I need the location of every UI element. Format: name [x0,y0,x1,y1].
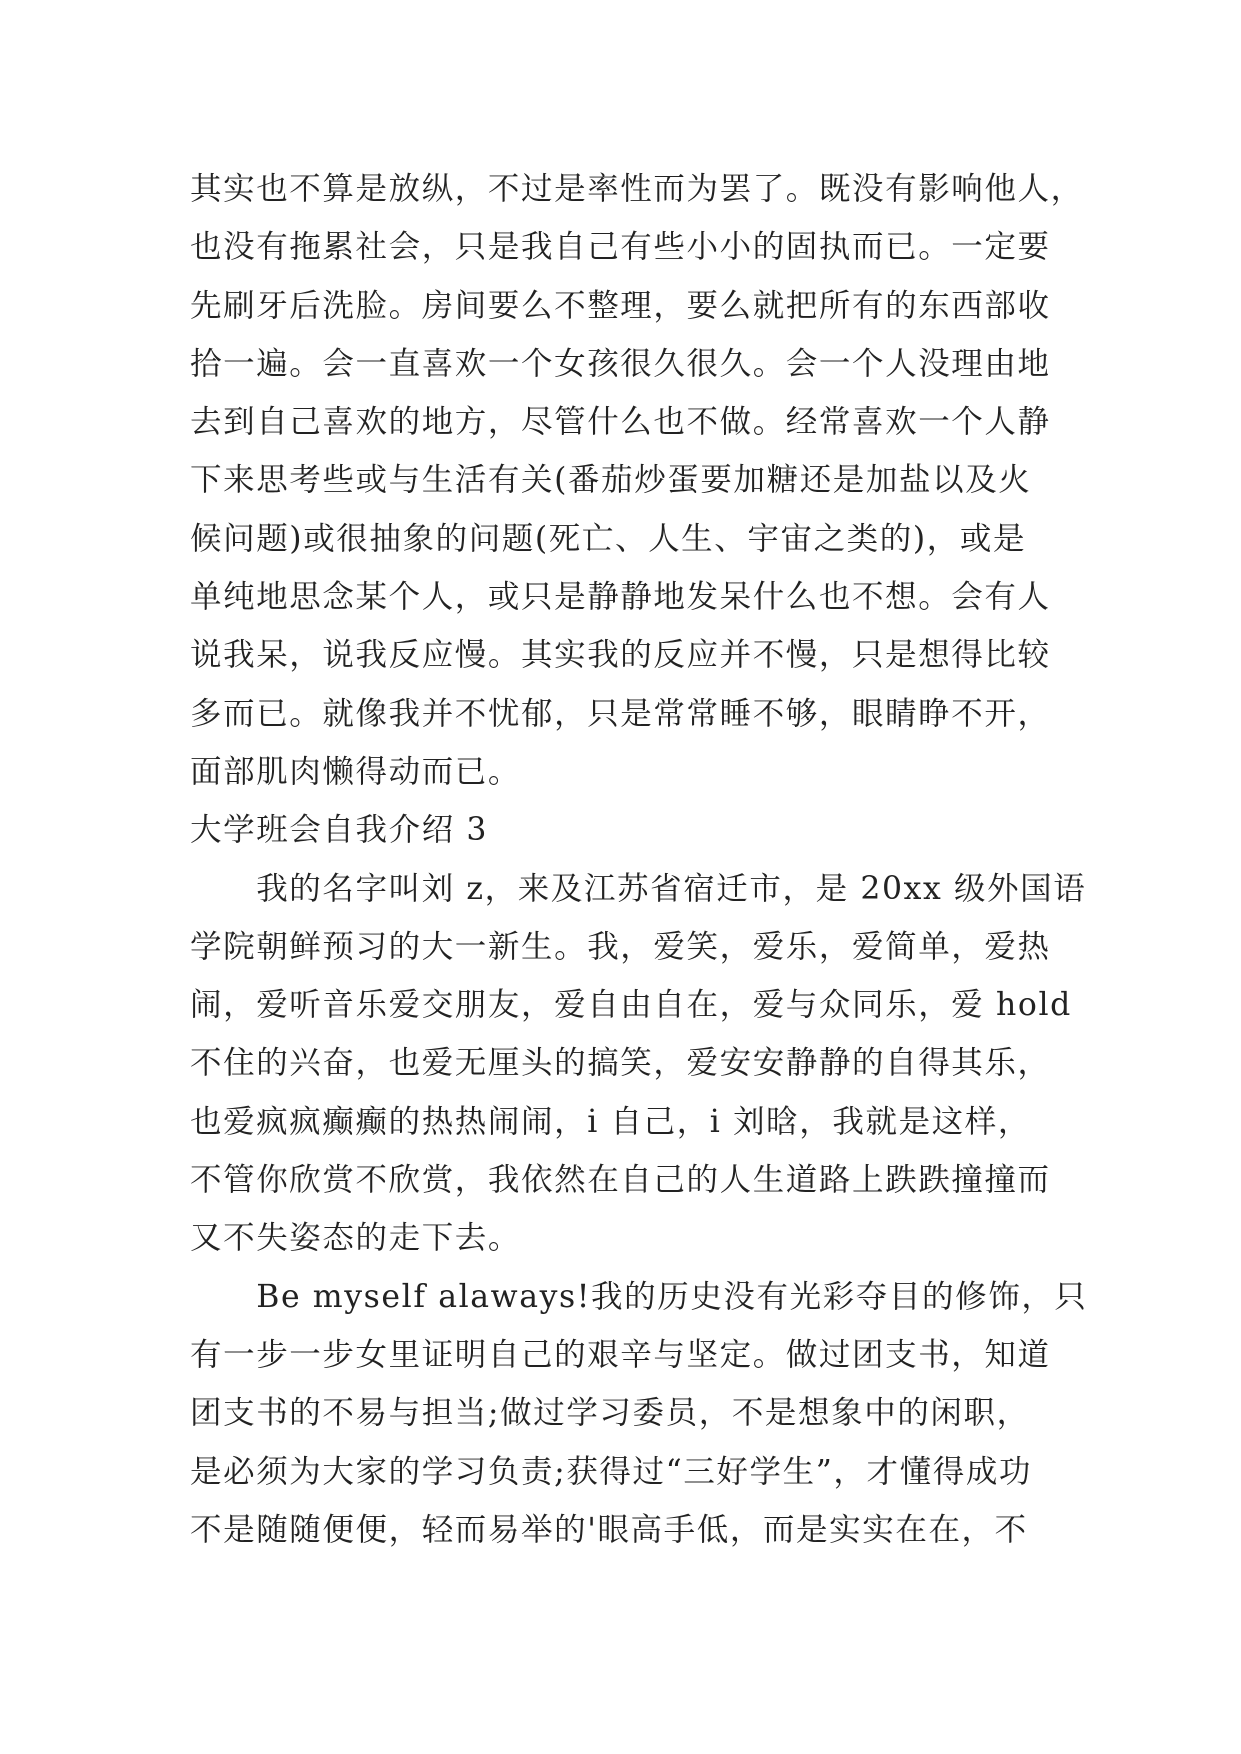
section-heading: 大学班会自我介绍 3 [190,812,489,849]
text-line: 学院朝鲜预习的大一新生。我，爱笑，爱乐，爱简单，爱热 [190,928,1051,965]
text-line: 不是随随便便，轻而易举的'眼高手低，而是实实在在，不 [190,1511,1028,1548]
text-line: 候问题)或很抽象的问题(死亡、人生、宇宙之类的)，或是 [190,520,1027,557]
text-line: 面部肌肉懒得动而已。 [190,753,522,790]
text-line: 拾一遍。会一直喜欢一个女孩很久很久。会一个人没理由地 [190,345,1051,382]
text-line: 多而已。就像我并不忧郁，只是常常睡不够，眼睛睁不开， [190,695,1051,732]
text-line: 下来思考些或与生活有关(番茄炒蛋要加糖还是加盐以及火 [190,462,1032,499]
text-line: 说我呆，说我反应慢。其实我的反应并不慢，只是想得比较 [190,637,1051,674]
text-line: 是必须为大家的学习负责;获得过“三好学生”，才懂得成功 [190,1453,1033,1490]
text-line: 也没有拖累社会，只是我自己有些小小的固执而已。一定要 [190,229,1051,266]
text-line: 又不失姿态的走下去。 [190,1220,522,1257]
text-line: 去到自己喜欢的地方，尽管什么也不做。经常喜欢一个人静 [190,404,1051,441]
document-body [190,160,1088,1559]
text-line: 我的名字叫刘 z，来及江苏省宿迁市，是 20xx 级外国语 [190,870,1087,907]
text-line: 先刷牙后洗脸。房间要么不整理，要么就把所有的东西部收 [190,287,1051,324]
text-line: Be myself alaways!我的历史没有光彩夺目的修饰，只 [190,1278,1088,1315]
text-line: 不住的兴奋，也爱无厘头的搞笑，爱安安静静的自得其乐， [190,1045,1051,1082]
text-line: 其实也不算是放纵，不过是率性而为罢了。既没有影响他人， [190,171,1084,207]
text-line: 闹，爱听音乐爱交朋友，爱自由自在，爱与众同乐，爱 hold [190,987,1072,1024]
text-line: 有一步一步女里证明自己的艰辛与坚定。做过团支书，知道 [190,1336,1051,1373]
text-line: 不管你欣赏不欣赏，我依然在自己的人生道路上跌跌撞撞而 [190,1162,1051,1199]
text-line: 团支书的不易与担当;做过学习委员，不是想象中的闲职， [190,1395,1030,1432]
text-line: 单纯地思念某个人，或只是静静地发呆什么也不想。会有人 [190,579,1051,616]
text-line: 也爱疯疯癫癫的热热闹闹，i 自己，i 刘晗，我就是这样， [190,1103,1031,1140]
